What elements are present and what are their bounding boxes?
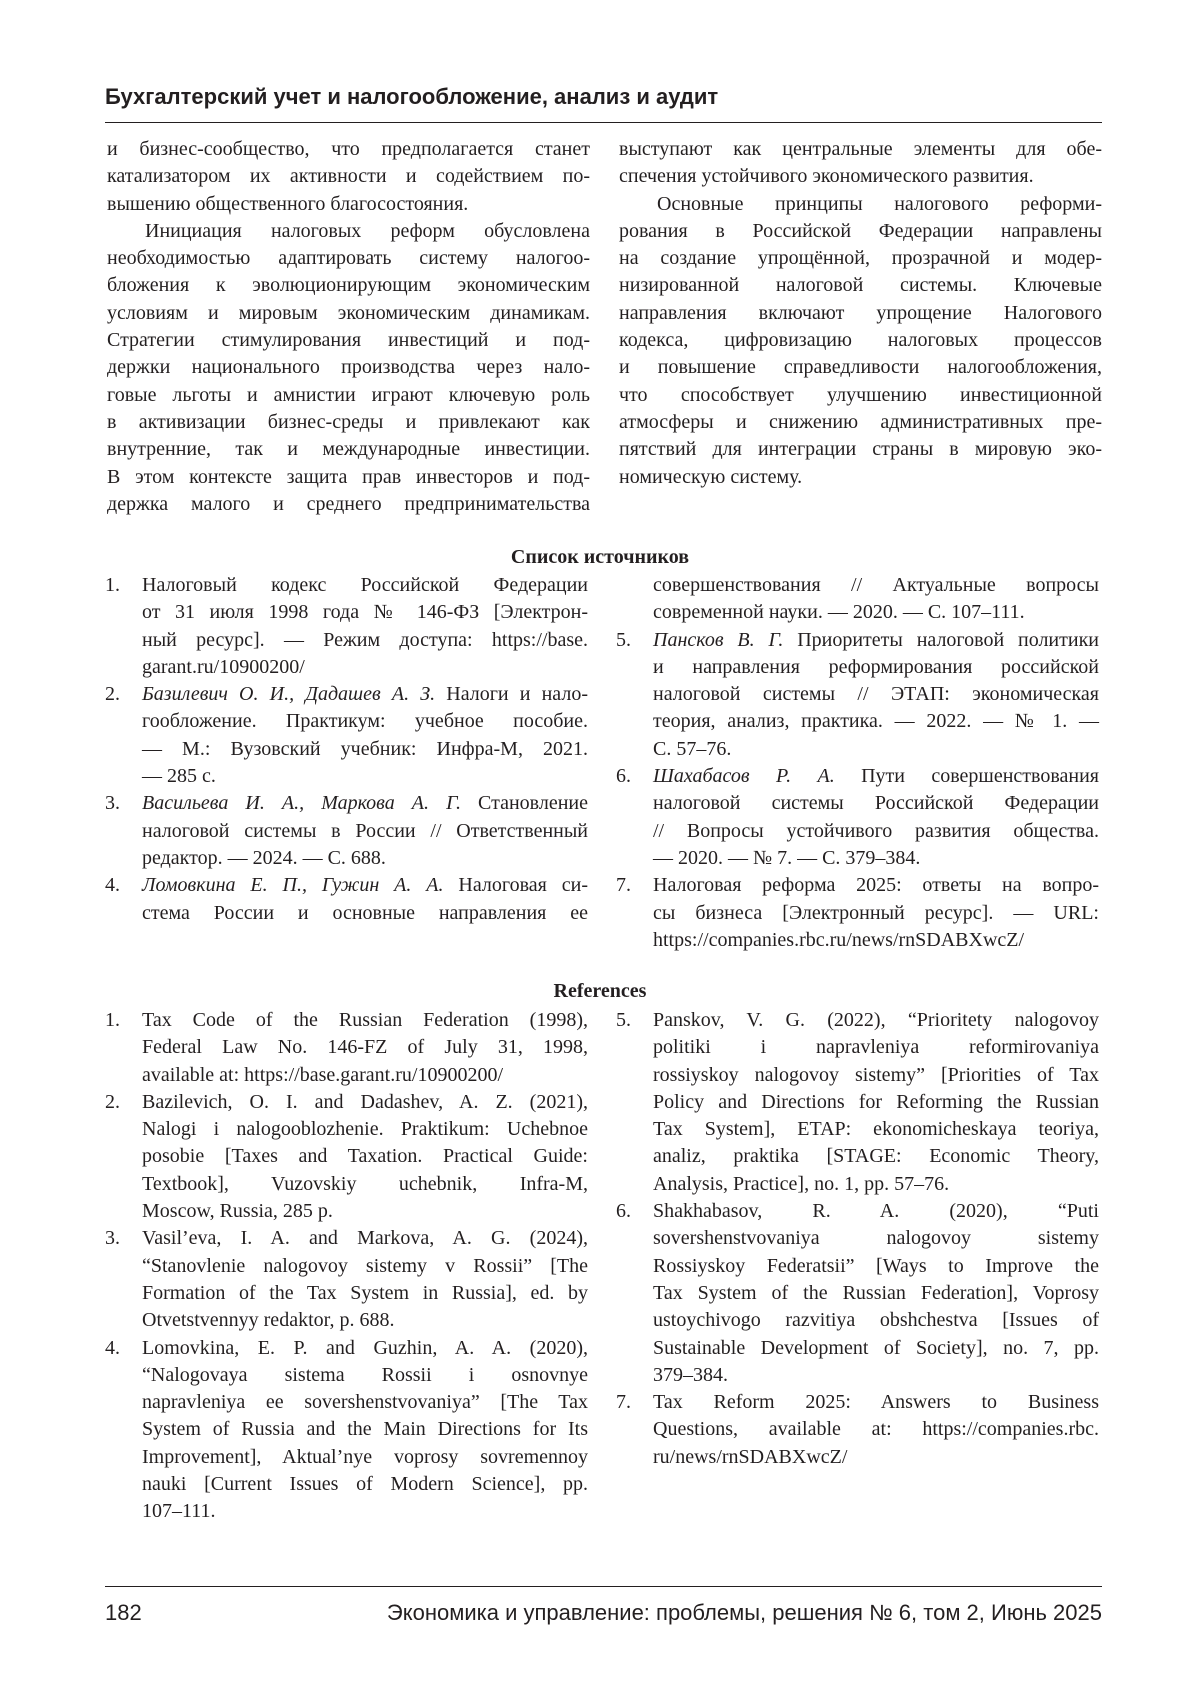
sources-column-left xyxy=(105,572,590,927)
reference-number: 6. xyxy=(616,1198,631,1225)
text-line xyxy=(142,872,588,899)
text-line: 379–384. xyxy=(653,1362,1099,1389)
reference-item xyxy=(616,1389,1101,1471)
text-line: Rossiyskoy Federatsii” [Ways to Improve the xyxy=(653,1253,1099,1280)
text-line: С. 57–76. xyxy=(653,736,1099,763)
text-line: Vasil’eva, I. A. and Markova, A. G. (2024), xyxy=(142,1225,588,1252)
text-line: и направления реформирования российской xyxy=(653,654,1099,681)
text-line: необходимостью адаптировать систему налогоо- xyxy=(107,245,590,272)
journal-title: Экономика и управление: проблемы, решения № 6, том 2, Июнь 2025 xyxy=(387,1600,1102,1626)
text-line: держка малого и среднего предпринимательства xyxy=(107,491,590,518)
reference-item xyxy=(616,763,1101,872)
text-line xyxy=(142,790,588,817)
reference-number: 5. xyxy=(616,627,631,654)
text-line: Tax System of the Russian Federation], Voprosy xyxy=(653,1280,1099,1307)
reference-number: 2. xyxy=(105,681,120,708)
reference-item xyxy=(105,681,590,790)
text-line: сы бизнеса [Электронный ресурс]. — URL: xyxy=(653,900,1099,927)
text-line: и повышение справедливости налогообложения, xyxy=(619,354,1102,381)
author-names: Шахабасов Р. А. xyxy=(653,765,835,787)
text-line: sovershenstvovaniya nalogovoy sistemy xyxy=(653,1225,1099,1252)
citation-text: Приоритеты налоговой политики xyxy=(783,629,1099,651)
text-line: номическую систему. xyxy=(619,464,1102,491)
header-rule xyxy=(105,122,1102,123)
text-line: Налоговый кодекс Российской Федерации xyxy=(142,572,588,599)
text-line: Moscow, Russia, 285 p. xyxy=(142,1198,588,1225)
text-line: Tax Reform 2025: Answers to Business xyxy=(653,1389,1099,1416)
reference-number: 2. xyxy=(105,1089,120,1116)
text-line: Questions, available at: https://companies.rbc. xyxy=(653,1416,1099,1443)
text-line: // Вопросы устойчивого развития общества. xyxy=(653,818,1099,845)
reference-number: 3. xyxy=(105,1225,120,1252)
text-line: Shakhabasov, R. A. (2020), “Puti xyxy=(653,1198,1099,1225)
text-line: Panskov, V. G. (2022), “Prioritety nalogovoy xyxy=(653,1007,1099,1034)
reference-number: 4. xyxy=(105,872,120,899)
reference-item xyxy=(105,572,590,681)
text-line: редактор. — 2024. — С. 688. xyxy=(142,845,588,872)
citation-text: Становление xyxy=(461,792,588,814)
body-column-right xyxy=(619,136,1102,491)
text-line xyxy=(142,681,588,708)
text-line: Policy and Directions for Reforming the Russian xyxy=(653,1089,1099,1116)
reference-item xyxy=(105,1225,590,1334)
paragraph xyxy=(619,191,1102,491)
reference-item xyxy=(616,1007,1101,1198)
text-line: Основные принципы налогового реформи- xyxy=(619,191,1102,218)
text-line: ный ресурс]. — Режим доступа: https://base. xyxy=(142,627,588,654)
text-line: рования в Российской Федерации направлены xyxy=(619,218,1102,245)
text-line: “Nalogovaya sistema Rossii i osnovnye xyxy=(142,1362,588,1389)
text-line: — М.: Вузовский учебник: Инфра-М, 2021. xyxy=(142,736,588,763)
references-heading: References xyxy=(0,978,1200,1005)
text-line: Инициация налоговых реформ обусловлена xyxy=(107,218,590,245)
text-line: analiz, praktika [STAGE: Economic Theory, xyxy=(653,1143,1099,1170)
text-line: внутренние, так и международные инвестиции. xyxy=(107,436,590,463)
text-line: говые льготы и амнистии играют ключевую роль xyxy=(107,382,590,409)
text-line: кодекса, цифровизацию налоговых процессов xyxy=(619,327,1102,354)
reference-number: 6. xyxy=(616,763,631,790)
text-line: вышению общественного благосостояния. xyxy=(107,191,590,218)
text-line: posobie [Taxes and Taxation. Practical Guide: xyxy=(142,1143,588,1170)
reference-item xyxy=(105,1007,590,1089)
citation-text: Налоговая си- xyxy=(444,874,588,896)
text-line: ustoychivogo razvitiya obshchestva [Issues of xyxy=(653,1307,1099,1334)
text-line: — 2020. — № 7. — С. 379–384. xyxy=(653,845,1099,872)
reference-item xyxy=(616,1198,1101,1389)
reference-number: 1. xyxy=(105,572,120,599)
citation-text: Пути совершенствования xyxy=(835,765,1099,787)
reference-item xyxy=(105,1089,590,1225)
text-line: Tax Code of the Russian Federation (1998), xyxy=(142,1007,588,1034)
reference-item xyxy=(616,872,1101,954)
text-line xyxy=(653,627,1099,654)
author-names: Ломовкина Е. П., Гужин А. А. xyxy=(142,874,444,896)
reference-number: 7. xyxy=(616,1389,631,1416)
text-line: теория, анализ, практика. — 2022. — № 1. — xyxy=(653,708,1099,735)
text-line: nauki [Current Issues of Modern Science], pp. xyxy=(142,1471,588,1498)
text-line: держки национального производства через нало- xyxy=(107,354,590,381)
text-line: совершенствования // Актуальные вопросы xyxy=(653,572,1099,599)
citation-text: Налоги и нало- xyxy=(435,683,588,705)
author-names: Васильева И. А., Маркова А. Г. xyxy=(142,792,461,814)
text-line: Lomovkina, E. P. and Guzhin, A. A. (2020), xyxy=(142,1335,588,1362)
text-line: rossiyskoy nalogovoy sistemy” [Priorities of Tax xyxy=(653,1062,1099,1089)
text-line: System of Russia and the Main Directions for Its xyxy=(142,1416,588,1443)
text-line xyxy=(653,763,1099,790)
text-line: available at: https://base.garant.ru/10900200/ xyxy=(142,1062,588,1089)
references-column-left xyxy=(105,1007,590,1526)
text-line: — 285 с. xyxy=(142,763,588,790)
text-line: Otvetstvennyy redaktor, p. 688. xyxy=(142,1307,588,1334)
text-line: garant.ru/10900200/ xyxy=(142,654,588,681)
text-line: пятствий для интеграции страны в мировую эко- xyxy=(619,436,1102,463)
text-line: выступают как центральные элементы для обе- xyxy=(619,136,1102,163)
author-names: Базилевич О. И., Дадашев А. З. xyxy=(142,683,435,705)
text-line: “Stanovlenie nalogovoy sistemy v Rossii” [The xyxy=(142,1253,588,1280)
text-line: ru/news/rnSDABXwcZ/ xyxy=(653,1444,1099,1471)
paragraph xyxy=(619,136,1102,191)
reference-number: 3. xyxy=(105,790,120,817)
reference-item xyxy=(616,627,1101,763)
text-line: https://companies.rbc.ru/news/rnSDABXwcZ/ xyxy=(653,927,1099,954)
text-line: Textbook], Vuzovskiy uchebnik, Infra-M, xyxy=(142,1171,588,1198)
reference-number: 5. xyxy=(616,1007,631,1034)
text-line: Tax System], ETAP: ekonomicheskaya teoriya, xyxy=(653,1116,1099,1143)
reference-item xyxy=(105,790,590,872)
text-line: что способствует улучшению инвестиционной xyxy=(619,382,1102,409)
paragraph xyxy=(107,136,590,218)
text-line: Analysis, Practice], no. 1, pp. 57–76. xyxy=(653,1171,1099,1198)
reference-item xyxy=(105,1335,590,1526)
text-line: в активизации бизнес-среды и привлекают как xyxy=(107,409,590,436)
text-line: и бизнес-сообщество, что предполагается станет xyxy=(107,136,590,163)
text-line: от 31 июля 1998 года № 146-ФЗ [Электрон- xyxy=(142,599,588,626)
text-line: гообложение. Практикум: учебное пособие. xyxy=(142,708,588,735)
references-column-right xyxy=(616,1007,1101,1471)
text-line: Formation of the Tax System in Russia], ed. by xyxy=(142,1280,588,1307)
text-line: спечения устойчивого экономического развития. xyxy=(619,163,1102,190)
author-names: Пансков В. Г. xyxy=(653,629,783,651)
paragraph xyxy=(107,218,590,518)
reference-item xyxy=(616,572,1101,627)
text-line: направления включают упрощение Налогового xyxy=(619,300,1102,327)
text-line: 107–111. xyxy=(142,1498,588,1525)
reference-number: 4. xyxy=(105,1335,120,1362)
text-line: атмосферы и снижению административных пре- xyxy=(619,409,1102,436)
text-line: низированной налоговой системы. Ключевые xyxy=(619,272,1102,299)
text-line: катализатором их активности и содействием по- xyxy=(107,163,590,190)
text-line: налоговой системы Российской Федерации xyxy=(653,790,1099,817)
text-line: politiki i napravleniya reformirovaniya xyxy=(653,1034,1099,1061)
body-column-left xyxy=(107,136,590,518)
reference-number: 7. xyxy=(616,872,631,899)
footer-rule xyxy=(105,1586,1102,1587)
text-line: Стратегии стимулирования инвестиций и под- xyxy=(107,327,590,354)
text-line: Nalogi i nalogooblozhenie. Praktikum: Uchebnoe xyxy=(142,1116,588,1143)
sources-heading: Список источников xyxy=(0,544,1200,571)
text-line: бложения к эволюционирующим экономическим xyxy=(107,272,590,299)
text-line: условиям и мировым экономическим динамикам. xyxy=(107,300,590,327)
reference-item xyxy=(105,872,590,927)
text-line: Bazilevich, O. I. and Dadashev, A. Z. (2021), xyxy=(142,1089,588,1116)
text-line: налоговой системы в России // Ответственный xyxy=(142,818,588,845)
text-line: Sustainable Development of Society], no. 7, pp. xyxy=(653,1335,1099,1362)
reference-number: 1. xyxy=(105,1007,120,1034)
page-number: 182 xyxy=(105,1600,142,1626)
running-header: Бухгалтерский учет и налогообложение, анализ и аудит xyxy=(105,84,718,110)
sources-column-right xyxy=(616,572,1101,954)
text-line: Налоговая реформа 2025: ответы на вопро- xyxy=(653,872,1099,899)
text-line: на создание упрощённой, прозрачной и модер- xyxy=(619,245,1102,272)
text-line: налоговой системы // ЭТАП: экономическая xyxy=(653,681,1099,708)
text-line: современной науки. — 2020. — С. 107–111. xyxy=(653,599,1099,626)
text-line: Improvement], Aktual’nye voprosy sovremennoy xyxy=(142,1444,588,1471)
text-line: стема России и основные направления ее xyxy=(142,900,588,927)
text-line: napravleniya ee sovershenstvovaniya” [The Tax xyxy=(142,1389,588,1416)
text-line: Federal Law No. 146-FZ of July 31, 1998, xyxy=(142,1034,588,1061)
text-line: В этом контексте защита прав инвесторов и под- xyxy=(107,464,590,491)
